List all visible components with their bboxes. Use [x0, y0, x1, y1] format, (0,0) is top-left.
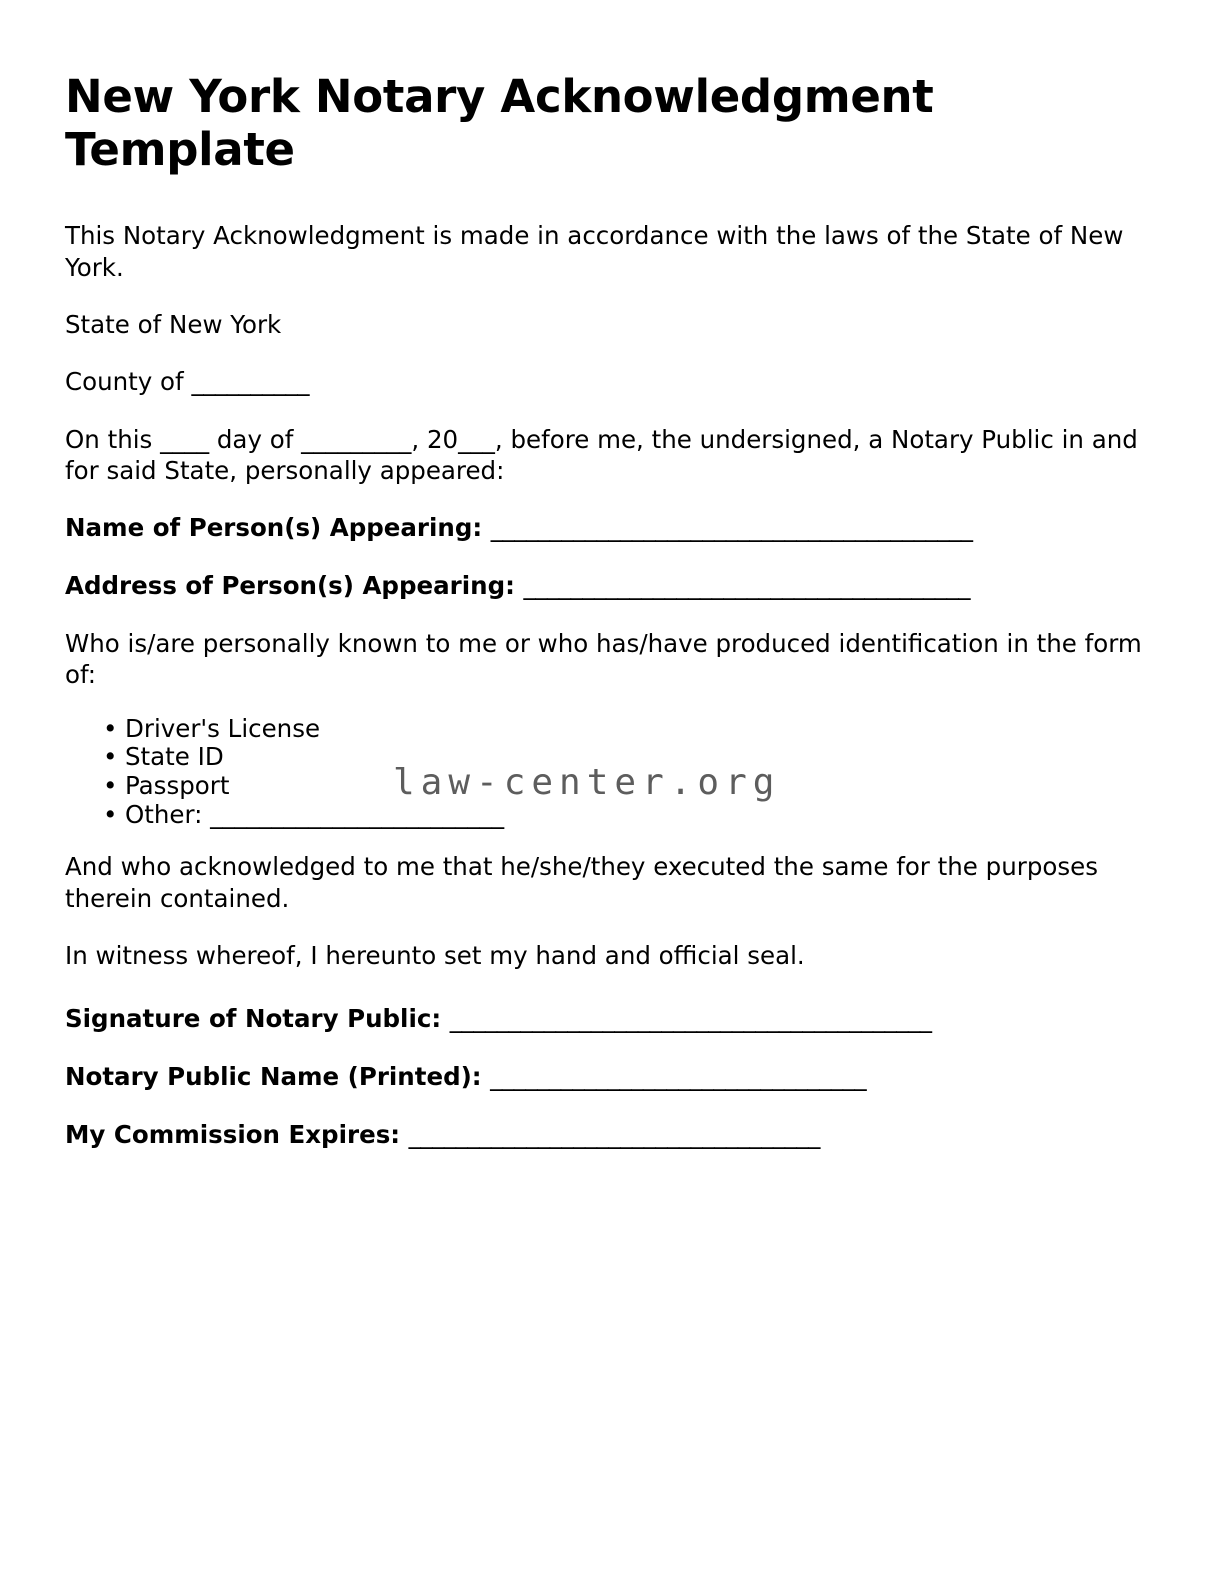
intro-paragraph: This Notary Acknowledgment is made in accordance with the laws of the State of New York. [65, 221, 1124, 282]
name-of-person-blank: _________________________________________ [490, 513, 973, 543]
acknowledged-paragraph: And who acknowledged to me that he/she/they executed the same for the purposes therein contained. [65, 852, 1098, 913]
identification-intro: Who is/are personally known to me or who has/have produced identification in the form of: [65, 629, 1142, 690]
name-of-person-field [65, 512, 1151, 544]
county-label: County of [65, 367, 192, 397]
notary-printed-name-field [65, 1061, 1151, 1093]
page-title: New York Notary Acknowledgment Template [65, 70, 934, 177]
address-of-person-blank: ______________________________________ [523, 571, 970, 601]
notary-signature-field [65, 1003, 1151, 1035]
commission-expires-label: My Commission Expires: [65, 1120, 401, 1150]
commission-expires-blank: ___________________________________ [408, 1120, 820, 1150]
address-of-person-label: Address of Person(s) Appearing: [65, 571, 515, 601]
date-appearance-paragraph: On this ____ day of _________, 20___, before me, the undersigned, a Notary Public in and for said State, personally appeared: [65, 424, 1138, 485]
list-item: • Driver's License [65, 715, 1151, 744]
notary-signature-label: Signature of Notary Public: [65, 1004, 442, 1034]
commission-expires-field [65, 1119, 1151, 1151]
county-line [65, 366, 1151, 397]
list-item: • State ID [65, 743, 1151, 772]
address-of-person-field [65, 570, 1151, 602]
list-item: • Passport [65, 772, 1151, 801]
state-line: State of New York [65, 309, 282, 339]
witness-paragraph: In witness whereof, I hereunto set my hand and official seal. [65, 941, 805, 971]
notary-printed-name-blank: ________________________________ [490, 1062, 867, 1092]
notary-printed-name-label: Notary Public Name (Printed): [65, 1062, 482, 1092]
county-blank: __________ [191, 367, 309, 397]
identification-options-list [65, 715, 1151, 830]
watermark: law-center.org [393, 762, 781, 803]
list-item: • Other: ________________________ [65, 801, 1151, 830]
name-of-person-label: Name of Person(s) Appearing: [65, 513, 483, 543]
notary-signature-blank: _________________________________________ [449, 1004, 932, 1034]
